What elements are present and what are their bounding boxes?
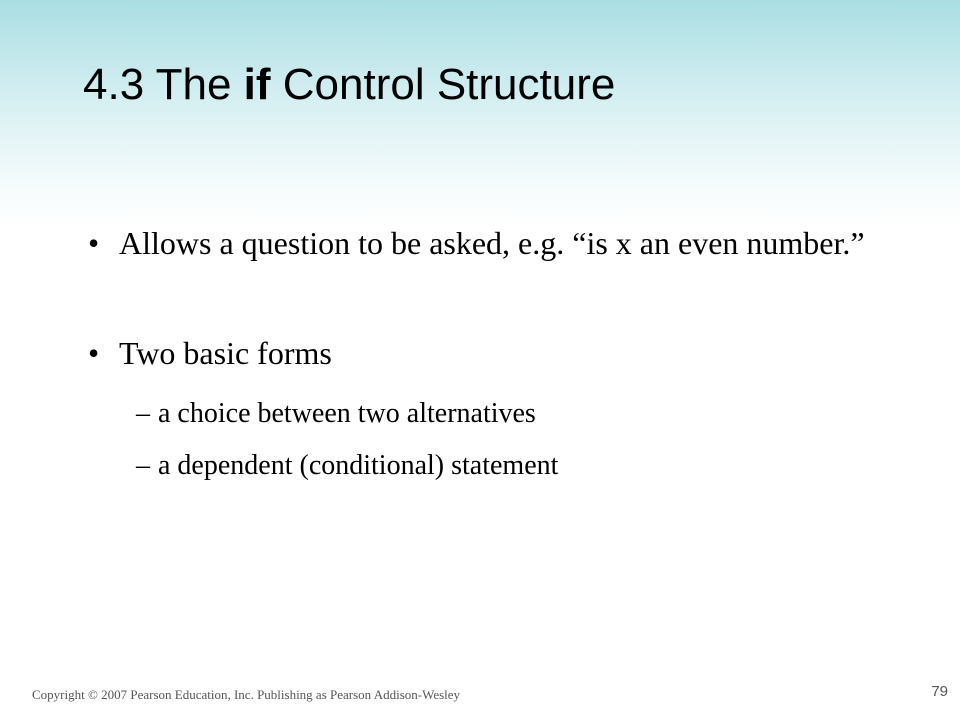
bullet-item-forms: Two basic forms [119, 335, 332, 371]
copyright-footer: Copyright © 2007 Pearson Education, Inc. Publishing as Pearson Addison-Wesley [32, 687, 461, 702]
sub-item-dependent: a dependent (conditional) statement [158, 450, 559, 481]
title-prefix: 4.3 The [83, 60, 244, 109]
bullet-item-question: Allows a question to be asked, e.g. “is x an even number.” [119, 225, 865, 261]
dash-icon: – [136, 398, 150, 429]
bullet-icon: • [88, 225, 100, 261]
bullet-icon: • [88, 335, 100, 371]
page-number: 79 [931, 683, 948, 700]
title-keyword: if [243, 60, 271, 109]
sub-item-choice: a choice between two alternatives [158, 398, 536, 429]
dash-icon: – [136, 450, 150, 481]
title-suffix: Control Structure [270, 60, 616, 109]
